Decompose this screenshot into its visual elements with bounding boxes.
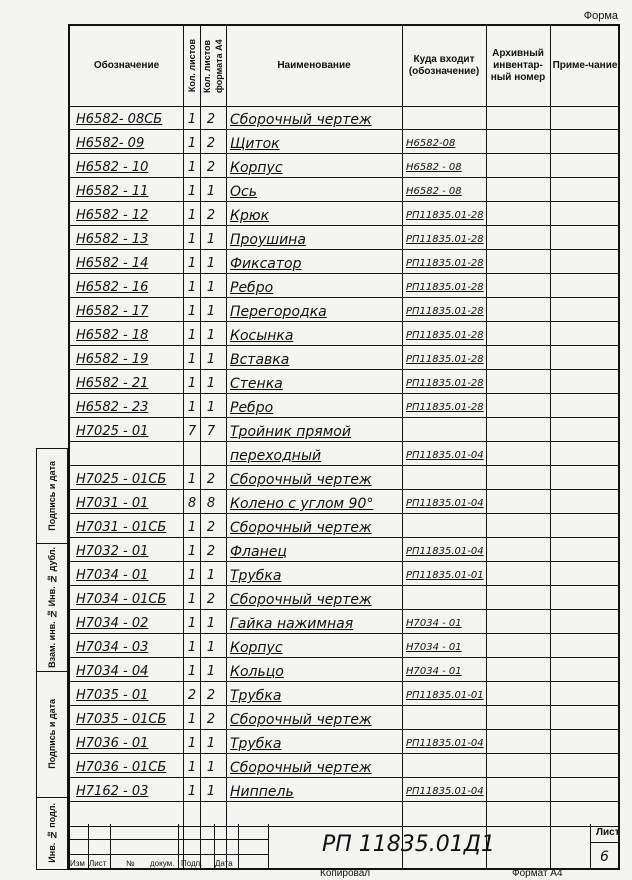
table-row — [68, 586, 620, 610]
cell-name: Ось — [230, 184, 257, 200]
cell-name: Кольцо — [230, 664, 284, 680]
table-row — [68, 418, 620, 442]
strip-inventory: Взам. инв. № Инв. № дубл. — [37, 543, 67, 672]
cell-name: Колено с углом 90° — [230, 496, 374, 512]
cell-designation: H7036 - 01 — [76, 736, 149, 751]
cell-designation: H7032 - 01 — [76, 544, 149, 559]
cell-sheets-a4: 1 — [206, 616, 216, 631]
cell-sheets-a4: 1 — [206, 184, 216, 199]
cell-name: Щиток — [230, 136, 280, 152]
cell-sheets: 1 — [187, 280, 197, 295]
cell-sheets: 1 — [187, 112, 197, 127]
cell-sheets-a4: 2 — [206, 136, 216, 151]
header-archive: Архивный инвентар-ный номер — [490, 48, 546, 83]
cell-name: Вставка — [230, 352, 290, 368]
cell-sheets: 1 — [187, 328, 197, 343]
strip-signature-date-1: Подпись и дата — [37, 449, 67, 544]
strip-original-inventory: Инв. № подл. — [47, 803, 57, 863]
cell-sheets-a4: 2 — [206, 592, 216, 607]
cell-designation: H7035 - 01 — [76, 688, 149, 703]
cell-sheets: 1 — [187, 664, 197, 679]
cell-name: Ниппель — [230, 784, 294, 800]
table-row — [68, 370, 620, 394]
cell-sheets-a4: 1 — [206, 400, 216, 415]
tb-dok: докум. — [150, 859, 175, 868]
table-row — [68, 514, 620, 538]
cell-where-used: РП11835.01-28 — [406, 330, 484, 341]
cell-name: Трубка — [230, 568, 282, 584]
tb-list: Лист — [89, 859, 107, 868]
table-row — [68, 394, 620, 418]
sheet-label: Лист — [596, 827, 620, 838]
cell-name: переходный — [230, 448, 322, 464]
cell-sheets: 1 — [187, 712, 197, 727]
cell-sheets: 1 — [187, 592, 197, 607]
table-row — [68, 346, 620, 370]
cell-designation: H6582 - 19 — [76, 352, 149, 367]
cell-sheets: 1 — [187, 736, 197, 751]
tb-data: Дата — [215, 859, 233, 868]
table-row — [68, 538, 620, 562]
cell-sheets-a4: 2 — [206, 688, 216, 703]
cell-sheets: 1 — [187, 136, 197, 151]
cell-where-used: H7034 - 01 — [406, 642, 462, 653]
cell-where-used: РП11835.01-01 — [406, 570, 484, 581]
header-designation: Обозначение — [93, 60, 160, 71]
table-row — [68, 466, 620, 490]
cell-where-used — [406, 706, 488, 730]
cell-sheets-a4: 8 — [206, 496, 216, 511]
cell-name: Сборочный чертеж — [230, 760, 372, 776]
form-label: Форма — [583, 10, 618, 22]
header-sheets: Кол. листов — [186, 39, 197, 93]
cell-designation: H6582 - 13 — [76, 232, 149, 247]
cell-sheets: 1 — [187, 160, 197, 175]
cell-designation: H7034 - 04 — [76, 664, 149, 679]
cell-where-used: H7034 - 01 — [406, 666, 462, 677]
cell-sheets-a4: 1 — [206, 664, 216, 679]
cell-name: Фиксатор — [230, 256, 302, 272]
sheet-number: 6 — [600, 849, 609, 865]
table-row — [68, 322, 620, 346]
cell-sheets: 1 — [187, 376, 197, 391]
cell-sheets: 2 — [187, 688, 197, 703]
cell-sheets: 1 — [187, 760, 197, 775]
cell-where-used: РП11835.01-04 — [406, 546, 484, 557]
cell-name: Трубка — [230, 736, 282, 752]
cell-sheets-a4 — [201, 442, 221, 466]
cell-name: Тройник прямой — [230, 424, 351, 440]
left-margin-strip — [36, 448, 68, 870]
cell-where-used — [406, 418, 488, 442]
cell-designation: H7031 - 01СБ — [76, 520, 167, 535]
table-row — [68, 274, 620, 298]
cell-designation — [76, 442, 180, 466]
cell-designation: H7035 - 01СБ — [76, 712, 167, 727]
cell-sheets: 1 — [187, 352, 197, 367]
cell-sheets-a4: 1 — [206, 232, 216, 247]
table-row — [68, 154, 620, 178]
cell-where-used: H6582 - 08 — [406, 162, 462, 173]
table-row — [68, 226, 620, 250]
cell-designation: H6582 - 18 — [76, 328, 149, 343]
cell-name: Проушина — [230, 232, 306, 248]
cell-name: Сборочный чертеж — [230, 712, 372, 728]
cell-where-used: РП11835.01-28 — [406, 378, 484, 389]
cell-where-used — [406, 586, 488, 610]
cell-name: Крюк — [230, 208, 270, 224]
cell-sheets-a4: 1 — [206, 256, 216, 271]
cell-sheets-a4: 1 — [206, 736, 216, 751]
cell-where-used: РП11835.01-04 — [406, 738, 484, 749]
cell-name: Сборочный чертеж — [230, 112, 372, 128]
header-sheets-a4: Кол. листов формата А4 — [202, 39, 224, 93]
cell-name: Гайка нажимная — [230, 616, 354, 632]
cell-designation: H7034 - 02 — [76, 616, 149, 631]
table-row — [68, 562, 620, 586]
cell-where-used: РП11835.01-28 — [406, 210, 484, 221]
cell-sheets: 1 — [187, 640, 197, 655]
table-row — [68, 250, 620, 274]
cell-sheets-a4: 1 — [206, 352, 216, 367]
tb-podp: Подп. — [181, 859, 203, 868]
cell-where-used: РП11835.01-28 — [406, 402, 484, 413]
cell-where-used: РП11835.01-01 — [406, 690, 484, 701]
cell-where-used: РП11835.01-28 — [406, 306, 484, 317]
cell-designation: H6582- 09 — [76, 136, 145, 151]
table-row — [68, 778, 620, 802]
cell-designation: H6582 - 11 — [76, 184, 149, 199]
cell-where-used: РП11835.01-28 — [406, 258, 484, 269]
cell-name: Косынка — [230, 328, 294, 344]
cell-designation: H7031 - 01 — [76, 496, 149, 511]
cell-sheets-a4: 7 — [206, 424, 216, 439]
cell-designation: H6582 - 16 — [76, 280, 149, 295]
table-row — [68, 106, 620, 130]
header-name: Наименование — [277, 60, 351, 71]
cell-sheets: 1 — [187, 184, 197, 199]
table-row — [68, 178, 620, 202]
cell-designation: H6582 - 14 — [76, 256, 149, 271]
cell-sheets: 1 — [187, 544, 197, 559]
cell-designation: H6582 - 10 — [76, 160, 149, 175]
strip-signature-date-2: Подпись и дата — [37, 671, 67, 798]
cell-name: Корпус — [230, 640, 283, 656]
cell-where-used: РП11835.01-28 — [406, 234, 484, 245]
cell-sheets-a4: 1 — [206, 784, 216, 799]
cell-sheets-a4: 2 — [206, 112, 216, 127]
cell-sheets: 1 — [187, 472, 197, 487]
cell-sheets: 1 — [187, 304, 197, 319]
cell-sheets-a4: 1 — [206, 640, 216, 655]
table-row — [68, 298, 620, 322]
cell-designation: H6582 - 12 — [76, 208, 149, 223]
tb-izm: Изм — [70, 859, 85, 868]
cell-designation: H7162 - 03 — [76, 784, 149, 799]
document-code: РП 11835.01Д1 — [322, 832, 495, 857]
cell-sheets-a4: 1 — [206, 328, 216, 343]
cell-where-used — [406, 106, 488, 130]
cell-designation: H6582 - 17 — [76, 304, 149, 319]
cell-designation: H7025 - 01 — [76, 424, 149, 439]
cell-name: Сборочный чертеж — [230, 472, 372, 488]
cell-name: Стенка — [230, 376, 283, 392]
table-row — [68, 706, 620, 730]
cell-where-used — [406, 466, 488, 490]
cell-sheets-a4: 2 — [206, 472, 216, 487]
cell-sheets-a4: 1 — [206, 760, 216, 775]
cell-where-used: РП11835.01-04 — [406, 786, 484, 797]
cell-where-used — [406, 514, 488, 538]
cell-where-used: H6582-08 — [406, 138, 456, 149]
table-row — [68, 682, 620, 706]
cell-sheets: 1 — [187, 232, 197, 247]
cell-where-used: РП11835.01-04 — [406, 450, 484, 461]
cell-sheets: 1 — [187, 520, 197, 535]
cell-name: Ребро — [230, 280, 274, 296]
cell-sheets-a4: 2 — [206, 520, 216, 535]
table-row — [68, 610, 620, 634]
cell-sheets-a4: 2 — [206, 208, 216, 223]
cell-where-used — [406, 754, 488, 778]
cell-sheets: 1 — [187, 616, 197, 631]
cell-designation: H6582- 08СБ — [76, 112, 163, 127]
cell-name: Трубка — [230, 688, 282, 704]
table-row — [68, 490, 620, 514]
copied-label: Копировал — [320, 868, 371, 879]
format-label: Формат А4 — [512, 868, 563, 879]
cell-sheets-a4: 2 — [206, 544, 216, 559]
header-note: Приме-чание — [552, 60, 618, 71]
cell-designation: H6582 - 23 — [76, 400, 149, 415]
table-row — [68, 130, 620, 154]
cell-sheets-a4: 1 — [206, 376, 216, 391]
cell-sheets: 8 — [187, 496, 197, 511]
cell-sheets: 1 — [187, 208, 197, 223]
cell-sheets-a4: 2 — [206, 160, 216, 175]
cell-sheets: 7 — [187, 424, 197, 439]
cell-where-used: H7034 - 01 — [406, 618, 462, 629]
cell-where-used: РП11835.01-04 — [406, 498, 484, 509]
cell-sheets-a4: 1 — [206, 280, 216, 295]
table-row — [68, 202, 620, 226]
cell-name: Сборочный чертеж — [230, 592, 372, 608]
cell-sheets-a4: 2 — [206, 712, 216, 727]
cell-designation: H7036 - 01СБ — [76, 760, 167, 775]
cell-name: Ребро — [230, 400, 274, 416]
cell-designation: H7034 - 03 — [76, 640, 149, 655]
cell-designation: H7034 - 01 — [76, 568, 149, 583]
table-row — [68, 634, 620, 658]
cell-sheets-a4: 1 — [206, 568, 216, 583]
table-row — [68, 754, 620, 778]
table-row — [68, 658, 620, 682]
cell-name: Фланец — [230, 544, 287, 560]
cell-sheets: 1 — [187, 256, 197, 271]
tb-no: № — [126, 859, 135, 868]
cell-name: Корпус — [230, 160, 283, 176]
cell-sheets-a4: 1 — [206, 304, 216, 319]
cell-where-used: H6582 - 08 — [406, 186, 462, 197]
cell-where-used: РП11835.01-28 — [406, 354, 484, 365]
table-row — [68, 730, 620, 754]
cell-sheets: 1 — [187, 784, 197, 799]
cell-sheets — [185, 442, 199, 466]
cell-name: Перегородка — [230, 304, 327, 320]
cell-sheets: 1 — [187, 400, 197, 415]
cell-where-used: РП11835.01-28 — [406, 282, 484, 293]
header-where-used: Куда входит (обозначение) — [408, 54, 480, 77]
cell-designation: H6582 - 21 — [76, 376, 149, 391]
cell-sheets: 1 — [187, 568, 197, 583]
cell-designation: H7034 - 01СБ — [76, 592, 167, 607]
table-row — [68, 442, 620, 466]
cell-name: Сборочный чертеж — [230, 520, 372, 536]
cell-designation: H7025 - 01СБ — [76, 472, 167, 487]
